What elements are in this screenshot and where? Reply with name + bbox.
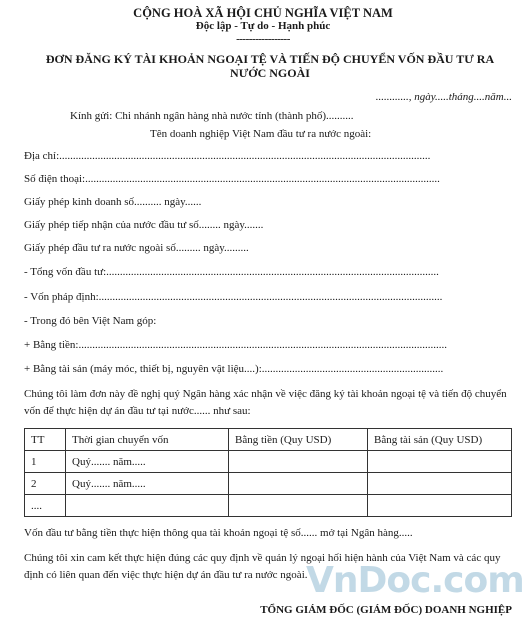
total-capital-field: - Tổng vốn đầu tư:......................................................................................................................... (24, 266, 439, 278)
commitment-paragraph: Chúng tôi xin cam kết thực hiện đúng các quy định về quản lý ngoại hối hiện hành của Việt Nam và các quy định có liên quan đến việc thực hiện dự án đầu tư ra nước ngoài. (24, 552, 501, 581)
table-cell (368, 473, 512, 495)
watermark-text-domain: .com (430, 560, 524, 601)
table-cell: Quý....... năm..... (66, 473, 229, 495)
table-cell: 1 (25, 451, 66, 473)
table-cell (66, 495, 229, 517)
phone-field: Số điện thoại:................................................................................................................................. (24, 173, 440, 185)
account-line: Vốn đầu tư bằng tiền thực hiện thông qua tài khoản ngoại tệ số...... mở tại Ngân hàng..... (24, 527, 413, 539)
table-row (25, 495, 512, 517)
table-row (25, 451, 512, 473)
motto: Độc lập - Tự do - Hạnh phúc (195, 20, 331, 32)
date-line: ............, ngày.....tháng....năm... (375, 91, 512, 103)
cash-contribution-field: + Bằng tiền:...................................................................................................................................... (24, 339, 447, 351)
address-field: Địa chỉ:....................................................................................................................................... (24, 150, 431, 162)
table-cell (229, 451, 368, 473)
table-cell (368, 495, 512, 517)
header-cash-usd: Bằng tiền (Quy USD) (229, 429, 368, 451)
legal-capital-field: - Vốn pháp định:............................................................................................................................. (24, 291, 443, 303)
business-license-field: Giấy phép kinh doanh số.......... ngày...... (24, 196, 202, 208)
addressee-line: Kính gửi: Chi nhánh ngân hàng nhà nước tỉnh (thành phố).......... (70, 110, 354, 122)
table-cell (368, 451, 512, 473)
capital-schedule-table (24, 428, 512, 517)
table-cell: .... (25, 495, 66, 517)
table-cell: Quý....... năm..... (66, 451, 229, 473)
header-separator: ----------------- (236, 33, 290, 45)
vietnam-contribution-label: - Trong đó bên Việt Nam góp: (24, 315, 157, 327)
request-paragraph: Chúng tôi làm đơn này đề nghị quý Ngân hàng xác nhận về việc đăng ký tài khoản ngoại tệ và tiến độ chuyển vốn để thực hiện dự án đầu tư tại nước...... như sau: (24, 388, 507, 417)
table-cell (229, 495, 368, 517)
document-title: ĐƠN ĐĂNG KÝ TÀI KHOẢN NGOẠI TỆ VÀ TIẾN ĐỘ CHUYỂN VỐN ĐẦU TƯ RA NƯỚC NGOÀI (45, 52, 495, 80)
table-header-row (25, 429, 512, 451)
watermark-logo (306, 560, 524, 601)
header-transfer-time: Thời gian chuyển vốn (66, 429, 229, 451)
nation-heading: CỘNG HOÀ XÃ HỘI CHỦ NGHĨA VIỆT NAM (133, 6, 393, 20)
signature-line: TỔNG GIÁM ĐỐC (GIÁM ĐỐC) DOANH NGHIỆP (260, 604, 512, 616)
outbound-license-field: Giấy phép đầu tư ra nước ngoài số......... ngày......... (24, 242, 249, 254)
asset-contribution-field: + Bằng tài sản (máy móc, thiết bị, nguyên vật liệu....):.................................................................. (24, 363, 444, 375)
watermark-text-main: VnDoc (306, 560, 431, 601)
table-row (25, 473, 512, 495)
table-cell: 2 (25, 473, 66, 495)
host-license-field: Giấy phép tiếp nhận của nước đầu tư số........ ngày....... (24, 219, 264, 231)
header-assets-usd: Bằng tài sản (Quy USD) (368, 429, 512, 451)
table-cell (229, 473, 368, 495)
header-tt: TT (25, 429, 66, 451)
company-name-line: Tên doanh nghiệp Việt Nam đầu tư ra nước ngoài: (150, 128, 372, 140)
